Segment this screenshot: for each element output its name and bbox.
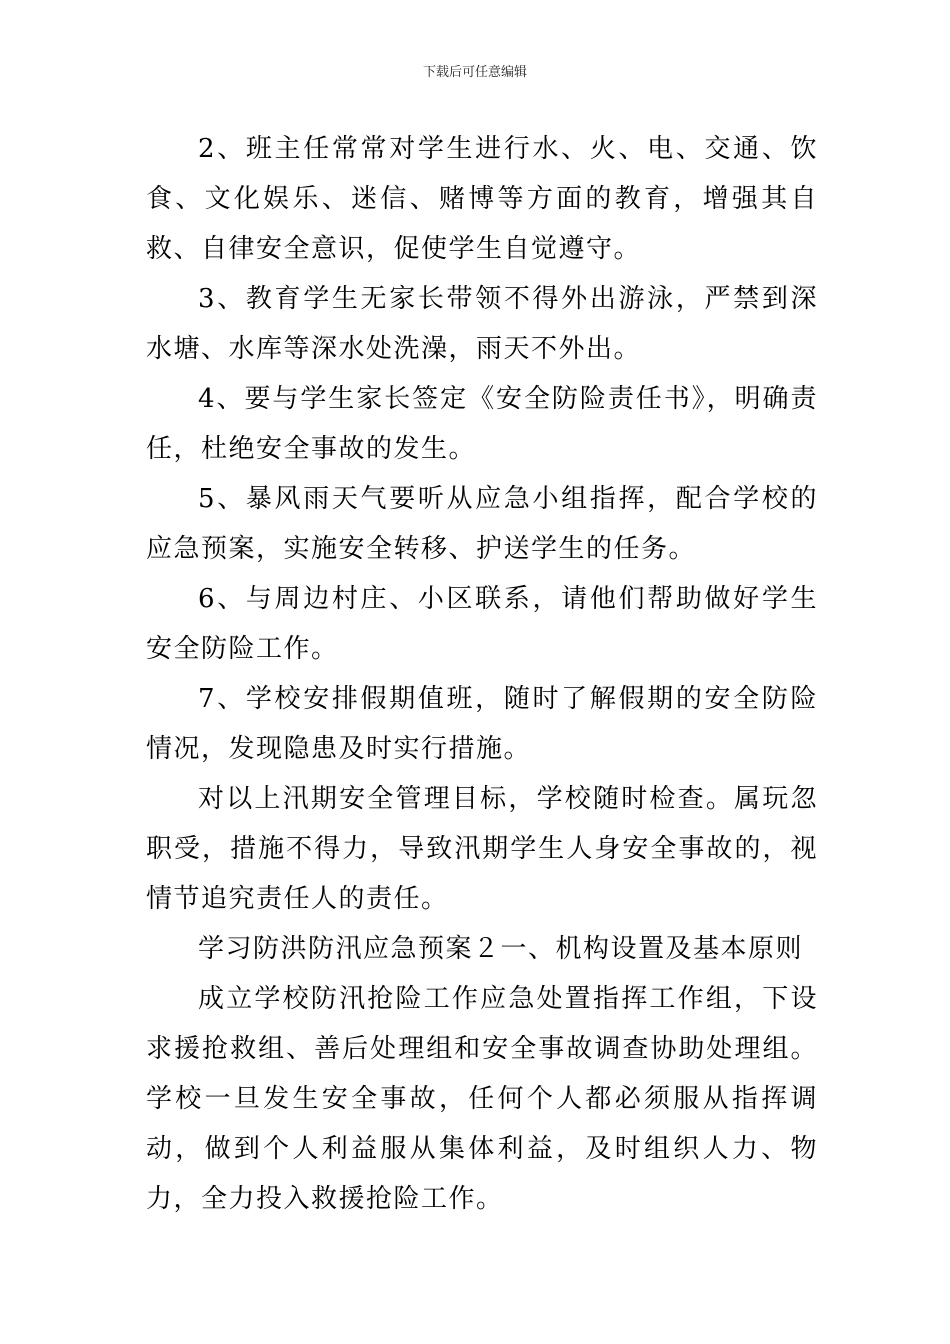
paragraph-item-6: 6、与周边村庄、小区联系，请他们帮助做好学生安全防险工作。 (146, 584, 818, 664)
paragraph-inspection-note: 对以上汛期安全管理目标，学校随时检查。属玩忽职受，措施不得力，导致汛期学生人身安全事故的，视情节追究责任人的责任。 (146, 784, 818, 914)
paragraph-item-2: 2、班主任常常对学生进行水、火、电、交通、饮食、文化娱乐、迷信、赌博等方面的教育，增强其自救、自律安全意识，促使学生自觉遵守。 (146, 134, 818, 264)
page-header: 下载后可任意编辑 (422, 65, 527, 80)
paragraph-item-4: 4、要与学生家长签定《安全防险责任书》，明确责任，杜绝安全事故的发生。 (146, 384, 818, 464)
paragraph-item-3: 3、教育学生无家长带领不得外出游泳，严禁到深水塘、水库等深水处洗澡，雨天不外出。 (146, 284, 818, 364)
document-body (146, 124, 818, 1224)
section-heading: 学习防洪防汛应急预案２一、机构设置及基本原则 (198, 934, 804, 964)
paragraph-organization: 成立学校防汛抢险工作应急处置指挥工作组，下设求援抢救组、善后处理组和安全事故调查协助处理组。学校一旦发生安全事故，任何个人都必须服从指挥调动，做到个人利益服从集体利益，及时组织人力、物力，全力投入救援抢险工作。 (146, 984, 818, 1214)
paragraph-item-5: 5、暴风雨天气要听从应急小组指挥，配合学校的应急预案，实施安全转移、护送学生的任务。 (146, 484, 818, 564)
paragraph-item-7: 7、学校安排假期值班，随时了解假期的安全防险情况，发现隐患及时实行措施。 (146, 684, 818, 764)
